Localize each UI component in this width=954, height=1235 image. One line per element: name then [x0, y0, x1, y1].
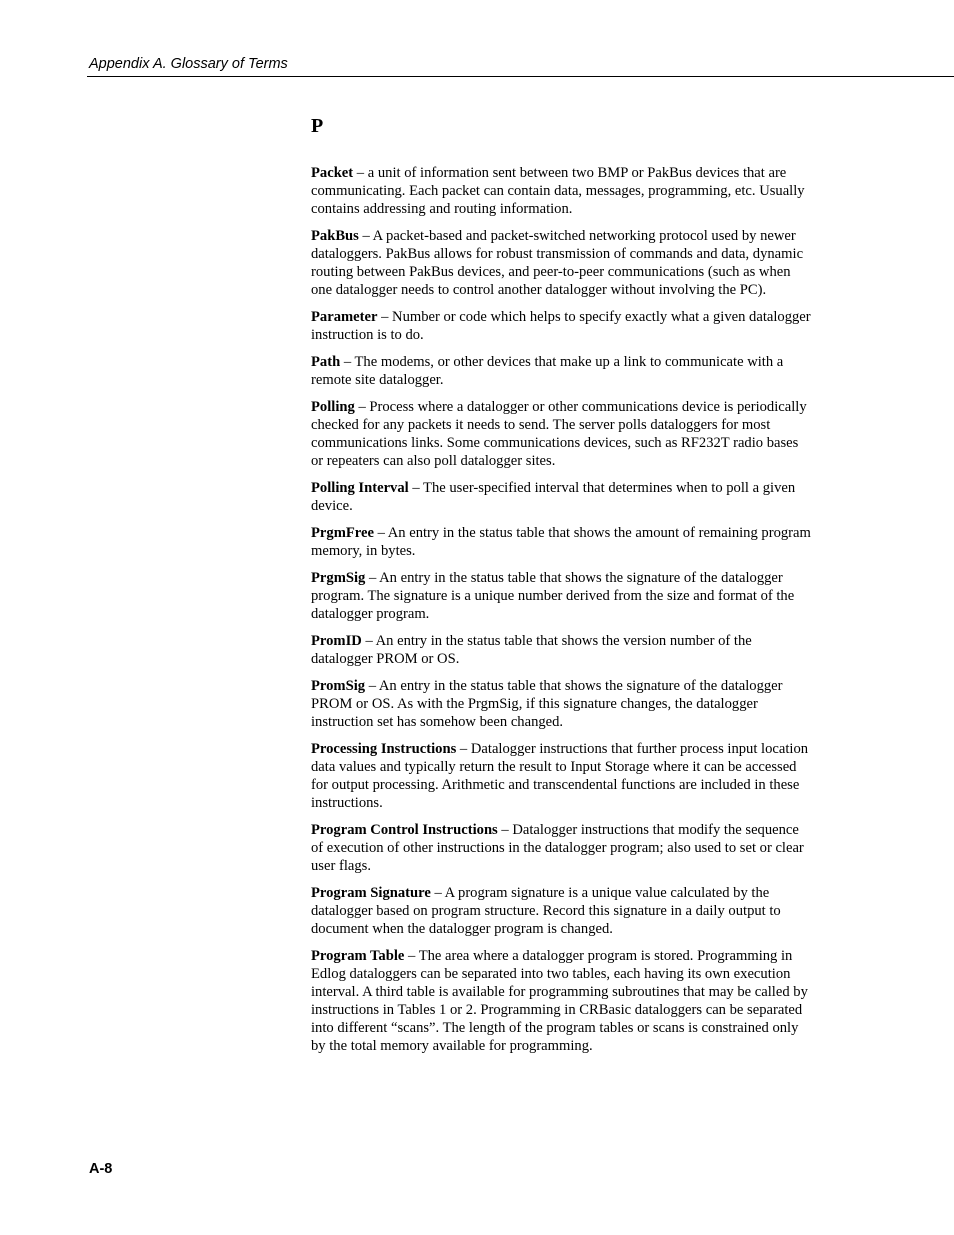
glossary-term: PromID: [311, 633, 362, 649]
glossary-entry-polling-interval: [311, 479, 811, 515]
glossary-term: Program Control Instructions: [311, 822, 498, 838]
glossary-definition: – An entry in the status table that shows the amount of remaining program memory, in bytes.: [311, 525, 811, 559]
glossary-entry-parameter: [311, 308, 811, 344]
glossary-term: Program Signature: [311, 885, 431, 901]
glossary-definition: – An entry in the status table that shows the signature of the datalogger program. The signature is a unique number derived from the size and format of the datalogger program.: [311, 570, 795, 622]
glossary-entry-program-control-instructions: [311, 821, 811, 875]
glossary-entry-path: [311, 353, 811, 389]
glossary-entry-prgmfree: [311, 524, 811, 560]
glossary-definition: – Datalogger instructions that modify the sequence of execution of other instructions in the datalogger program; also used to set or clear user flags.: [311, 822, 804, 874]
glossary-definition: – A program signature is a unique value calculated by the datalogger based on program structure. Record this signature in a daily output to document when the datalogger program is changed.: [311, 885, 781, 937]
glossary-term: Parameter: [311, 309, 378, 325]
glossary-content: [311, 114, 811, 1064]
glossary-definition: – Number or code which helps to specify exactly what a given datalogger instruction is to do.: [311, 309, 811, 343]
glossary-entry-packet: [311, 164, 811, 218]
glossary-term: PrgmFree: [311, 525, 374, 541]
glossary-definition: – A packet-based and packet-switched networking protocol used by newer dataloggers. PakBus allows for robust transmission of commands and data, dynamic routing between PakBus devices, and peer-to-peer communications (such as when one datalogger needs to control another datalogger without involving the PC).: [311, 228, 804, 298]
glossary-term: Polling Interval: [311, 480, 409, 496]
glossary-definition: – Datalogger instructions that further process input location data values and typically return the result to Input Storage where it can be accessed for output processing. Arithmetic and transcendental functions are included in these instructions.: [311, 741, 809, 811]
glossary-definition: – Process where a datalogger or other communications device is periodically checked for any packets it needs to send. The server polls dataloggers for most communications links. Some communications devices, such as RF232T radio bases or repeaters can also poll datalogger sites.: [311, 399, 807, 469]
glossary-entry-promsig: [311, 677, 811, 731]
glossary-term: Processing Instructions: [311, 741, 457, 757]
page-number: A-8: [89, 1161, 113, 1177]
glossary-definition: – An entry in the status table that shows the signature of the datalogger PROM or OS. As with the PrgmSig, if this signature changes, the datalogger instruction set has somehow been changed.: [311, 678, 783, 730]
glossary-entry-program-signature: [311, 884, 811, 938]
glossary-term: PromSig: [311, 678, 366, 694]
glossary-term: Path: [311, 354, 341, 370]
running-header: Appendix A. Glossary of Terms: [89, 56, 288, 72]
glossary-entry-polling: [311, 398, 811, 470]
glossary-term: PakBus: [311, 228, 359, 244]
glossary-term: Packet: [311, 165, 354, 181]
glossary-entry-prgmsig: [311, 569, 811, 623]
glossary-term: Program Table: [311, 948, 405, 964]
glossary-entry-pakbus: [311, 227, 811, 299]
glossary-entry-program-table: [311, 947, 811, 1055]
glossary-term: Polling: [311, 399, 355, 415]
glossary-definition: – The modems, or other devices that make up a link to communicate with a remote site datalogger.: [311, 354, 784, 388]
glossary-definition: – An entry in the status table that shows the version number of the datalogger PROM or OS.: [311, 633, 752, 667]
section-letter-heading: P: [311, 115, 324, 137]
glossary-term: PrgmSig: [311, 570, 366, 586]
glossary-entry-promid: [311, 632, 811, 668]
glossary-definition: – The area where a datalogger program is stored. Programming in Edlog dataloggers can be separated into two tables, each having its own execution interval. A third table is available for programming subroutines that may be called by instructions in Tables 1 or 2. Programming in CRBasic dataloggers can be separated into different “scans”. The length of the program tables or scans is constrained only by the total memory available for programming.: [311, 948, 808, 1054]
glossary-definition: – The user-specified interval that determines when to poll a given device.: [311, 480, 796, 514]
header-rule: [87, 76, 954, 77]
glossary-definition: – a unit of information sent between two BMP or PakBus devices that are communicating. Each packet can contain data, messages, programming, etc. Usually contains addressing and routing information.: [311, 165, 805, 217]
glossary-entry-processing-instructions: [311, 740, 811, 812]
